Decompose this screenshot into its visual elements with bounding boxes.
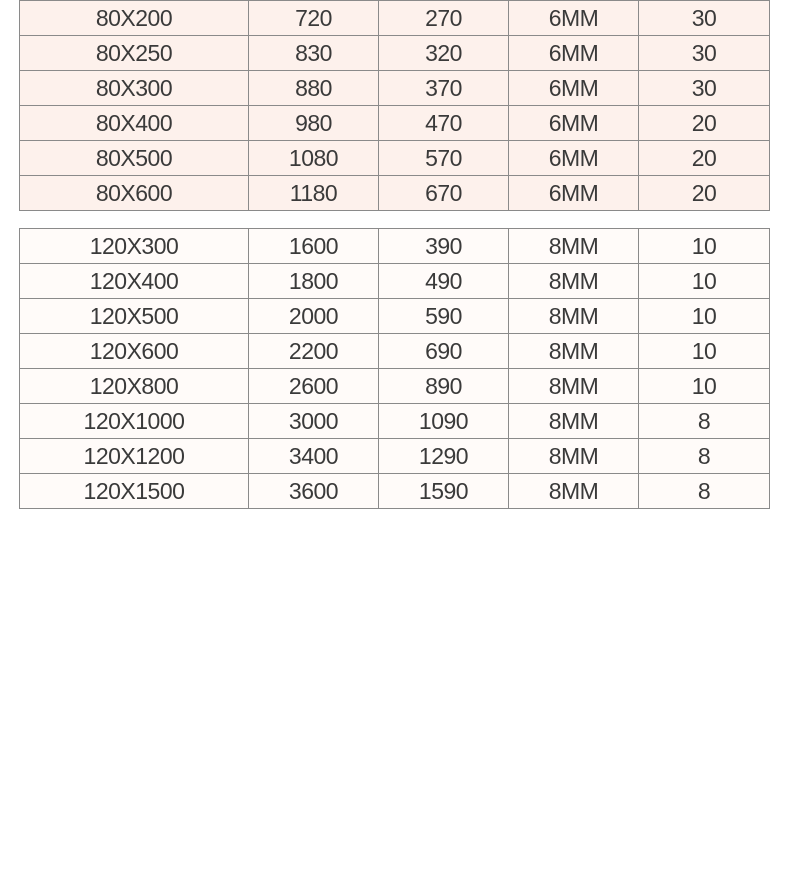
table-cell: 10 — [639, 229, 770, 264]
table-cell: 10 — [639, 334, 770, 369]
table-cell: 120X800 — [20, 369, 249, 404]
table-cell: 320 — [379, 36, 509, 71]
table-cell: 1080 — [249, 141, 379, 176]
table-cell: 6MM — [509, 36, 639, 71]
table-cell: 830 — [249, 36, 379, 71]
table-cell: 80X500 — [20, 141, 249, 176]
table-cell: 10 — [639, 299, 770, 334]
table-cell: 690 — [379, 334, 509, 369]
table-cell: 30 — [639, 1, 770, 36]
table-cell: 8MM — [509, 474, 639, 509]
table-cell: 3400 — [249, 439, 379, 474]
table-cell: 120X1000 — [20, 404, 249, 439]
table-row — [20, 176, 770, 211]
table-cell: 8 — [639, 474, 770, 509]
table-body — [20, 1, 770, 211]
table-cell: 8MM — [509, 369, 639, 404]
table-cell: 670 — [379, 176, 509, 211]
table-cell: 1590 — [379, 474, 509, 509]
table-cell: 490 — [379, 264, 509, 299]
table-cell: 1600 — [249, 229, 379, 264]
table-cell: 80X200 — [20, 1, 249, 36]
table-row — [20, 106, 770, 141]
table-cell: 8MM — [509, 334, 639, 369]
table-row — [20, 369, 770, 404]
table-row — [20, 36, 770, 71]
table-cell: 10 — [639, 369, 770, 404]
table-cell: 80X300 — [20, 71, 249, 106]
table-row — [20, 264, 770, 299]
table-cell: 470 — [379, 106, 509, 141]
table-cell: 6MM — [509, 106, 639, 141]
table-cell: 2000 — [249, 299, 379, 334]
table-cell: 1180 — [249, 176, 379, 211]
table-cell: 8 — [639, 404, 770, 439]
table-cell: 2200 — [249, 334, 379, 369]
table-cell: 120X500 — [20, 299, 249, 334]
table-cell: 1090 — [379, 404, 509, 439]
table-cell: 30 — [639, 36, 770, 71]
table-cell: 1290 — [379, 439, 509, 474]
table-row — [20, 1, 770, 36]
table-row — [20, 474, 770, 509]
table-cell: 3600 — [249, 474, 379, 509]
table-cell: 6MM — [509, 1, 639, 36]
table-cell: 8MM — [509, 404, 639, 439]
spec-table-80-series — [19, 0, 770, 211]
table-cell: 8 — [639, 439, 770, 474]
table-cell: 120X1500 — [20, 474, 249, 509]
table-cell: 8MM — [509, 439, 639, 474]
table-cell: 8MM — [509, 264, 639, 299]
table-cell: 10 — [639, 264, 770, 299]
table-cell: 890 — [379, 369, 509, 404]
table-cell: 270 — [379, 1, 509, 36]
table-cell: 6MM — [509, 141, 639, 176]
table-row — [20, 404, 770, 439]
table-cell: 570 — [379, 141, 509, 176]
table-cell: 120X600 — [20, 334, 249, 369]
table-cell: 20 — [639, 141, 770, 176]
table-cell: 390 — [379, 229, 509, 264]
table-row — [20, 229, 770, 264]
table-body — [20, 229, 770, 509]
table-row — [20, 141, 770, 176]
table-cell: 720 — [249, 1, 379, 36]
table-row — [20, 299, 770, 334]
table-cell: 370 — [379, 71, 509, 106]
table-cell: 80X600 — [20, 176, 249, 211]
table-cell: 880 — [249, 71, 379, 106]
table-cell: 120X400 — [20, 264, 249, 299]
table-cell: 590 — [379, 299, 509, 334]
table-cell: 120X1200 — [20, 439, 249, 474]
table-cell: 980 — [249, 106, 379, 141]
table-cell: 120X300 — [20, 229, 249, 264]
table-cell: 80X250 — [20, 36, 249, 71]
table-row — [20, 334, 770, 369]
table-cell: 80X400 — [20, 106, 249, 141]
table-cell: 8MM — [509, 229, 639, 264]
table-cell: 1800 — [249, 264, 379, 299]
table-cell: 30 — [639, 71, 770, 106]
table-cell: 8MM — [509, 299, 639, 334]
table-row — [20, 71, 770, 106]
table-cell: 6MM — [509, 71, 639, 106]
table-cell: 3000 — [249, 404, 379, 439]
table-cell: 2600 — [249, 369, 379, 404]
table-cell: 6MM — [509, 176, 639, 211]
table-cell: 20 — [639, 106, 770, 141]
spec-table-120-series — [19, 228, 770, 509]
table-row — [20, 439, 770, 474]
table-cell: 20 — [639, 176, 770, 211]
